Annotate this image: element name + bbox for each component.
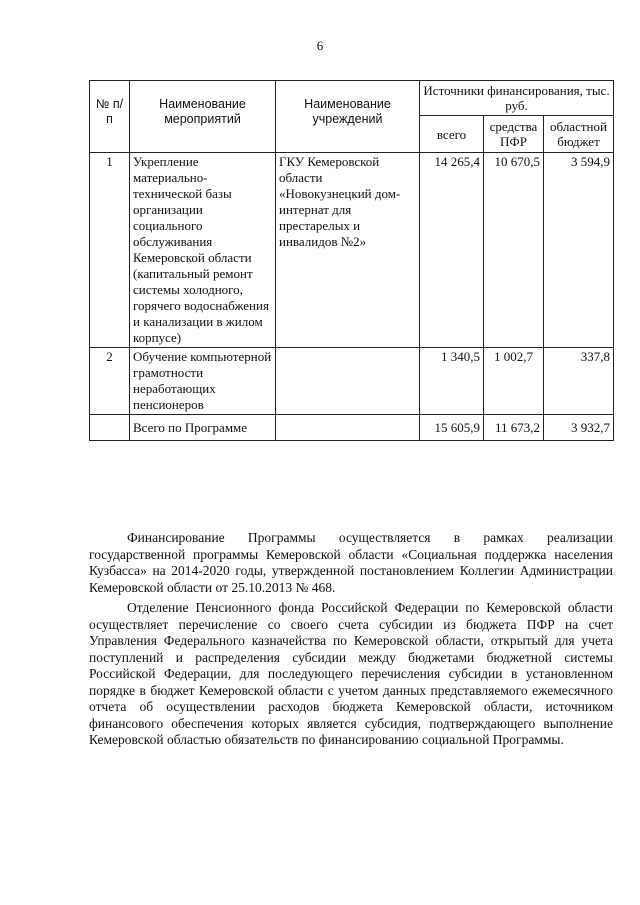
row-institution — [276, 348, 420, 415]
row-activity: Укрепление материально-технической базы организации социального обслуживания Кемеровской области (капитальный ремонт системы холодного, горячего водоснабжения и канализации в жилом корпусе) — [130, 153, 276, 348]
header-activity: Наименование мероприятий — [130, 81, 276, 153]
header-pfr: средства ПФР — [484, 116, 544, 153]
paragraph-financing: Финансирование Программы осуществляется в рамках реализации государственной программы Кемеровской области «Социальная поддержка населения Кузбасса» на 2014-2020 годы, утвержденной постановлением Коллегии Администрации Кемеровской области от 25.10.2013 № 468. — [89, 530, 613, 595]
header-total: всего — [420, 116, 484, 153]
row-number: 1 — [90, 153, 130, 348]
row-total: 14 265,4 — [420, 153, 484, 348]
row-pfr: 1 002,7 — [484, 348, 544, 415]
table-row — [90, 153, 614, 348]
total-row-label: Всего по Программе — [130, 415, 276, 441]
page-number: 6 — [316, 38, 324, 53]
row-number: 2 — [90, 348, 130, 415]
header-regional-budget: областной бюджет — [544, 116, 614, 153]
row-regional: 3 594,9 — [544, 153, 614, 348]
total-row-regional: 3 932,7 — [544, 415, 614, 441]
table-row — [90, 348, 614, 415]
header-institution: Наименование учреждений — [276, 81, 420, 153]
row-institution: ГКУ Кемеровской области «Новокузнецкий дом-интернат для престарелых и инвалидов №2» — [276, 153, 420, 348]
row-pfr: 10 670,5 — [484, 153, 544, 348]
row-total: 1 340,5 — [420, 348, 484, 415]
funding-table — [89, 80, 614, 441]
header-funding-sources: Источники финансирования, тыс. руб. — [420, 81, 614, 116]
row-activity: Обучение компьютерной грамотности неработающих пенсионеров — [130, 348, 276, 415]
row-regional: 337,8 — [544, 348, 614, 415]
total-row-pfr: 11 673,2 — [484, 415, 544, 441]
total-row-total: 15 605,9 — [420, 415, 484, 441]
table-total-row — [90, 415, 614, 441]
header-number: № п/п — [90, 81, 130, 153]
total-row-number — [90, 415, 130, 441]
paragraph-pension-fund: Отделение Пенсионного фонда Российской Федерации по Кемеровской области осуществляет перечисление со своего счета субсидии из бюджета ПФР на счет Управления Федерального казначейства по Кемеровской области, открытый для учета поступлений и распределения субсидии между бюджетами бюджетной системы Российской Федерации, для последующего перечисления субсидии в установленном порядке в бюджет Кемеровской области с учетом данных представляемого ежемесячного отчета об осуществлении расходов бюджета Кемеровской области, источником финансового обеспечения которых является субсидия, подтверждающего выполнение Кемеровской областью обязательств по финансированию социальной Программы. — [89, 600, 613, 747]
total-row-institution — [276, 415, 420, 441]
table-header-row — [90, 81, 614, 116]
